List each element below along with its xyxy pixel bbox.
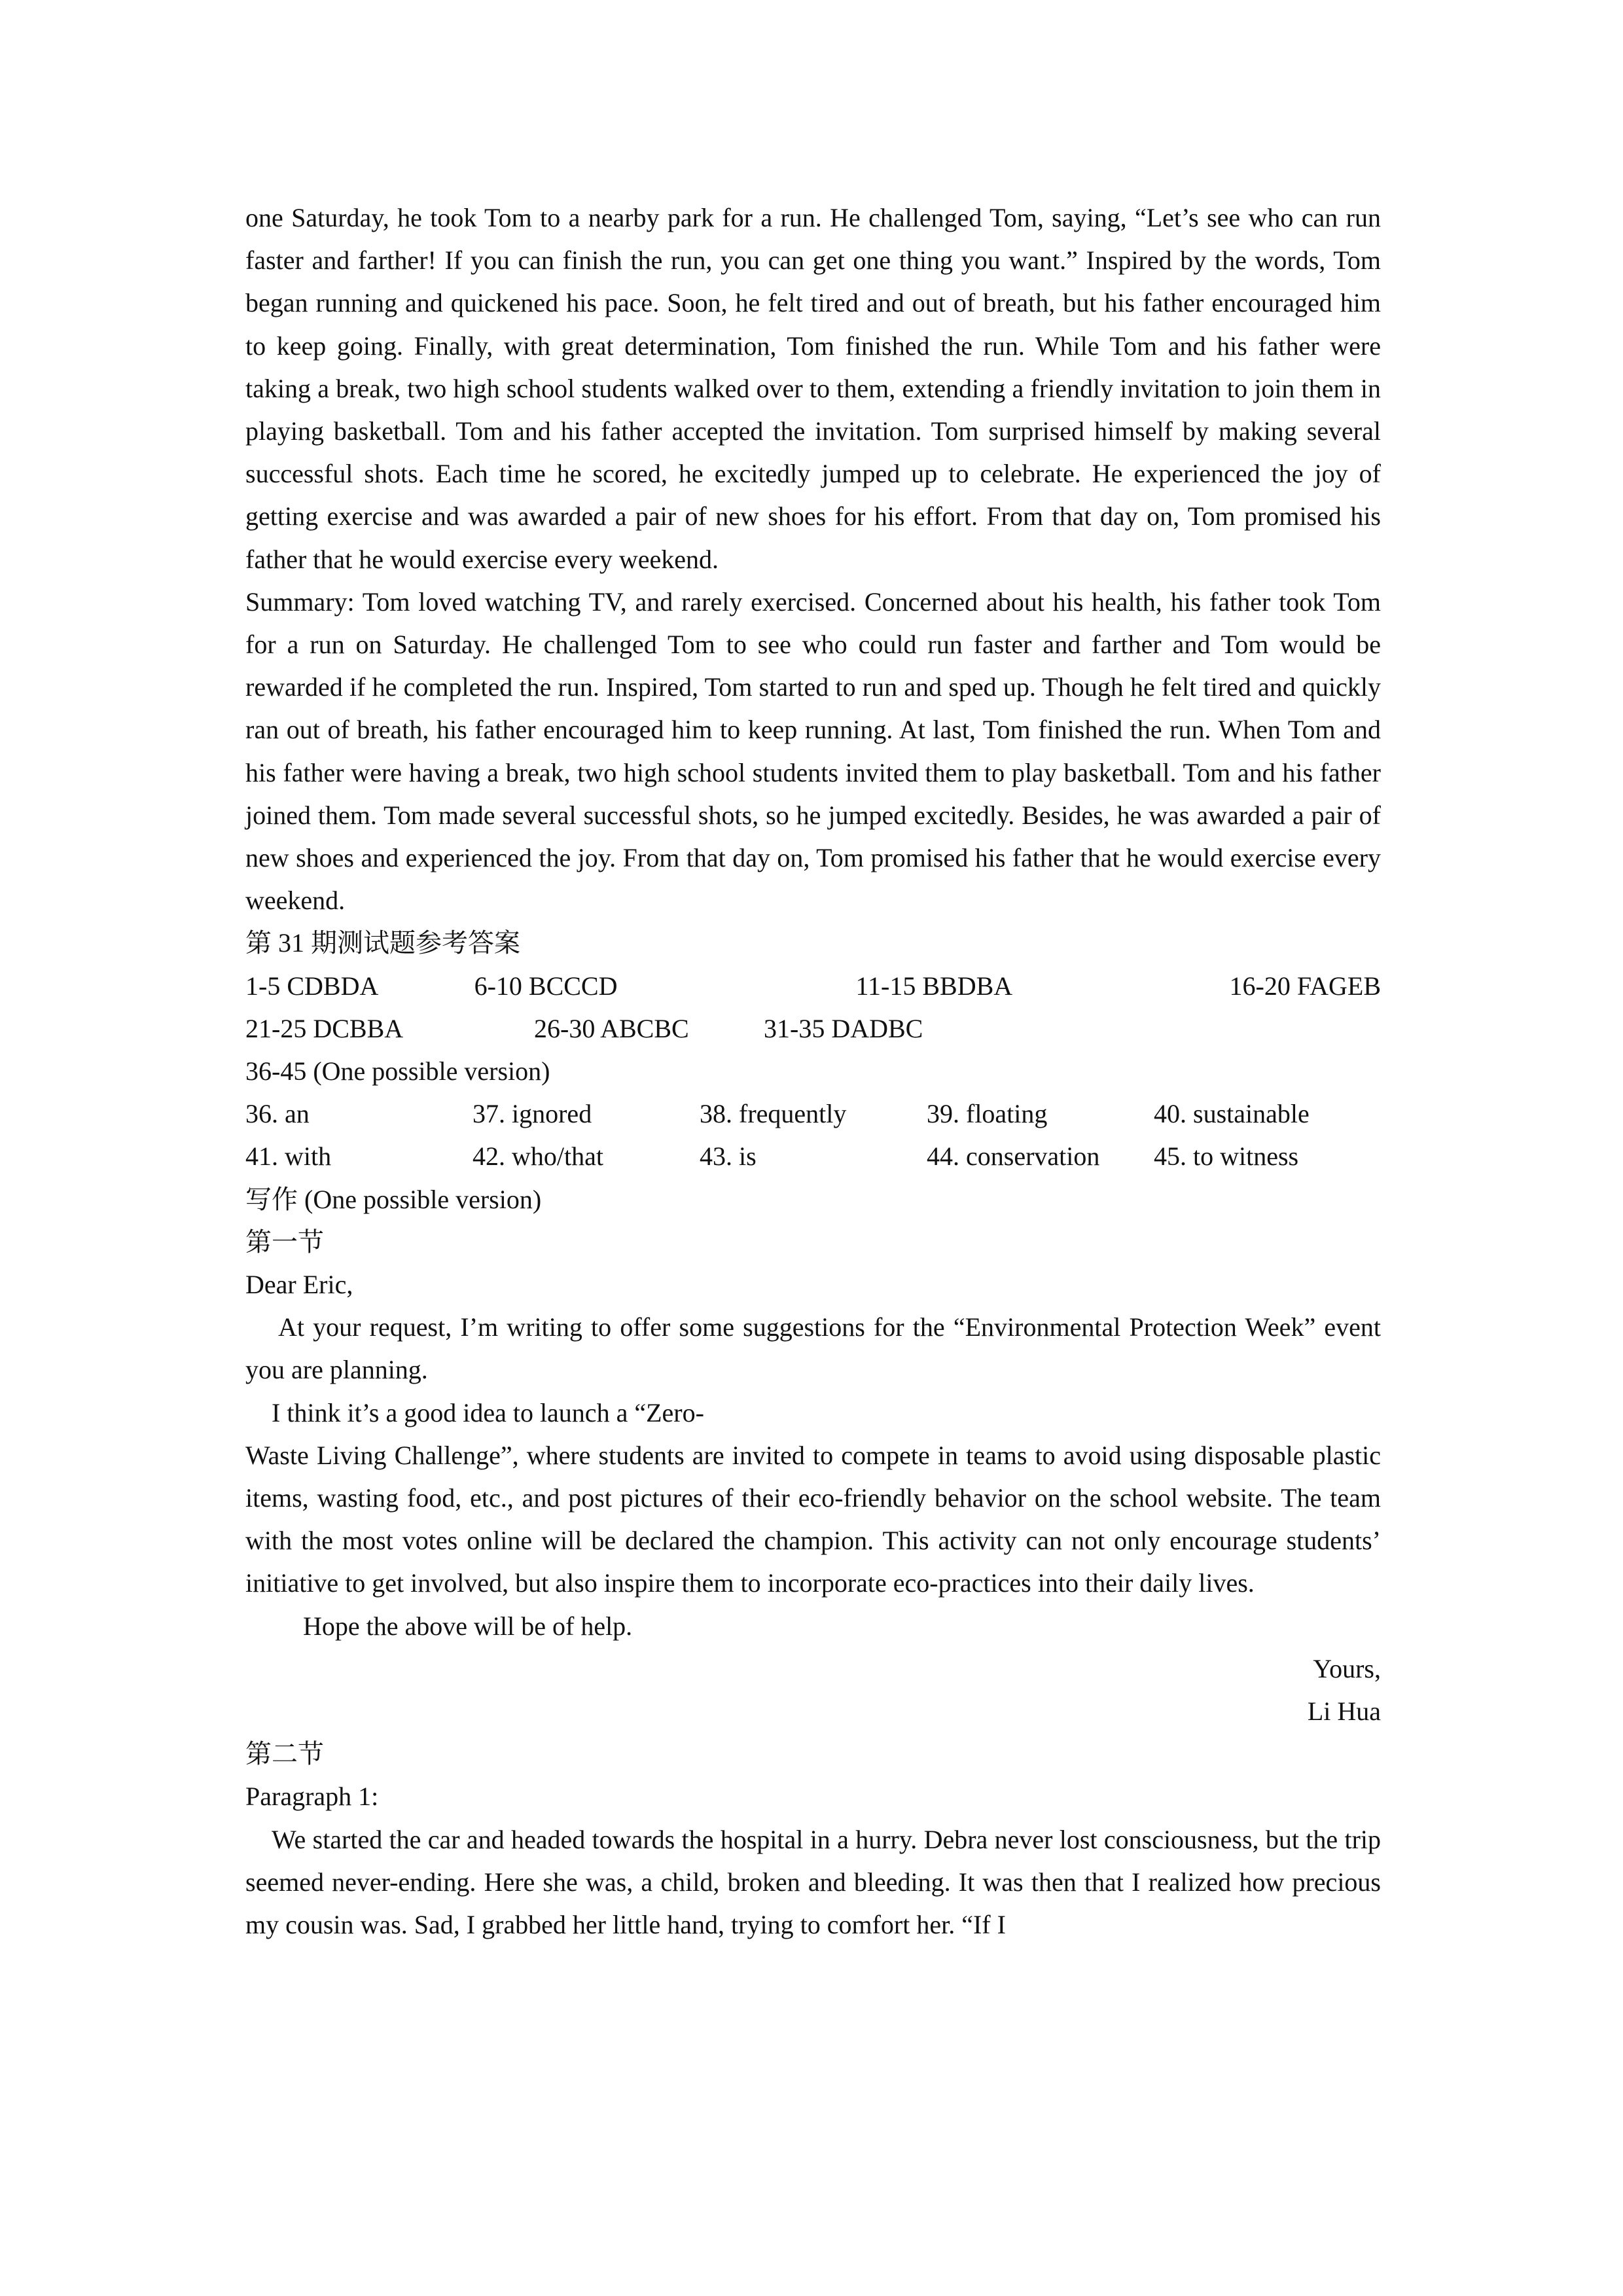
letter-signoff: Yours, (1313, 1653, 1381, 1683)
letter-paragraph-2: Waste Living Challenge”, where students are invited to compete in teams to avoid using disposable plastic items, wasting food, etc., and post pictures of their eco-friendly behavior on the school website. The team with the most votes online will be declared the champion. This activity can not only encourage students’ initiative to get involved, but also inspire them to incorporate eco-practices into their daily lives. (245, 1440, 1381, 1598)
answer-group: 16-20 FAGEB (1229, 971, 1381, 1001)
fill-in-answer: 36. an (245, 1099, 310, 1129)
fill-in-answer: 42. who/that (473, 1141, 603, 1172)
letter-paragraph-1: At your request, I’m writing to offer some suggestions for the “Environmental Protection Week” event you are planning. (245, 1312, 1381, 1385)
letter-closing-line: Hope the above will be of help. (303, 1611, 633, 1641)
fill-in-heading: 36-45 (One possible version) (245, 1056, 550, 1086)
answer-document (245, 196, 1381, 1946)
continuation-paragraph-1: We started the car and headed towards the hospital in a hurry. Debra never lost consciousness, but the trip seemed never-ending. Here she was, a child, broken and bleeding. It was then that I realized how precious my cousin was. Sad, I grabbed her little hand, trying to comfort her. “If I (245, 1824, 1381, 1940)
answer-group: 21-25 DCBBA (245, 1013, 404, 1043)
letter-salutation: Dear Eric, (245, 1270, 353, 1300)
fill-in-answer: 40. sustainable (1154, 1099, 1310, 1129)
fill-in-row-2 (245, 1135, 1381, 1177)
fill-in-answer: 44. conservation (927, 1141, 1100, 1172)
writing-heading: 写作 (One possible version) (245, 1184, 542, 1214)
story-paragraph: one Saturday, he took Tom to a nearby park for a run. He challenged Tom, saying, “Let’s see who can run faster and farther! If you can finish the run, you can get one thing you want.” Inspired by the words, Tom began running and quickened his pace. Soon, he felt tired and out of breath, but his father encouraged him to keep going. Finally, with great determination, Tom finished the run. While Tom and his father were taking a break, two high school students walked over to them, extending a friendly invitation to join them in playing basketball. Tom and his father accepted the invitation. Tom surprised himself by making several successful shots. Each time he scored, he excitedly jumped up to celebrate. He experienced the joy of getting exercise and was awarded a pair of new shoes for his effort. From that day on, Tom promised his father that he would exercise every weekend. (245, 203, 1381, 574)
fill-in-answer: 45. to witness (1154, 1141, 1299, 1172)
answers-heading: 第 31 期测试题参考答案 (245, 928, 520, 958)
answer-key-row-2 (245, 1007, 1381, 1050)
story-summary: Summary: Tom loved watching TV, and rarely exercised. Concerned about his health, his father took Tom for a run on Saturday. He challenged Tom to see who could run faster and farther and Tom would be rewarded if he completed the run. Inspired, Tom started to run and sped up. Though he felt tired and quickly ran out of breath, his father encouraged him to keep running. At last, Tom finished the run. When Tom and his father were having a break, two high school students invited them to play basketball. Tom and his father joined them. Tom made several successful shots, so he jumped excitedly. Besides, he was awarded a pair of new shoes and experienced the joy. From that day on, Tom promised his father that he would exercise every weekend. (245, 586, 1381, 916)
section-1-heading: 第一节 (245, 1227, 324, 1257)
answer-group: 11-15 BBDBA (855, 971, 1013, 1001)
fill-in-answer: 38. frequently (700, 1099, 847, 1129)
answer-key-row-1 (245, 965, 1381, 1007)
fill-in-answer: 39. floating (927, 1099, 1048, 1129)
answer-group: 31-35 DADBC (764, 1013, 923, 1043)
answer-group: 1-5 CDBDA (245, 971, 379, 1001)
answer-group: 6-10 BCCCD (474, 971, 618, 1001)
answer-group: 26-30 ABCBC (534, 1013, 689, 1043)
paragraph-label: Paragraph 1: (245, 1782, 379, 1812)
fill-in-answer: 37. ignored (473, 1099, 592, 1129)
letter-paragraph-2-first-line: I think it’s a good idea to launch a “Zero- (272, 1397, 704, 1427)
fill-in-answer: 43. is (700, 1141, 757, 1172)
letter-signature: Li Hua (1307, 1696, 1381, 1727)
section-2-heading: 第二节 (245, 1739, 324, 1769)
fill-in-row-1 (245, 1092, 1381, 1135)
fill-in-answer: 41. with (245, 1141, 332, 1172)
